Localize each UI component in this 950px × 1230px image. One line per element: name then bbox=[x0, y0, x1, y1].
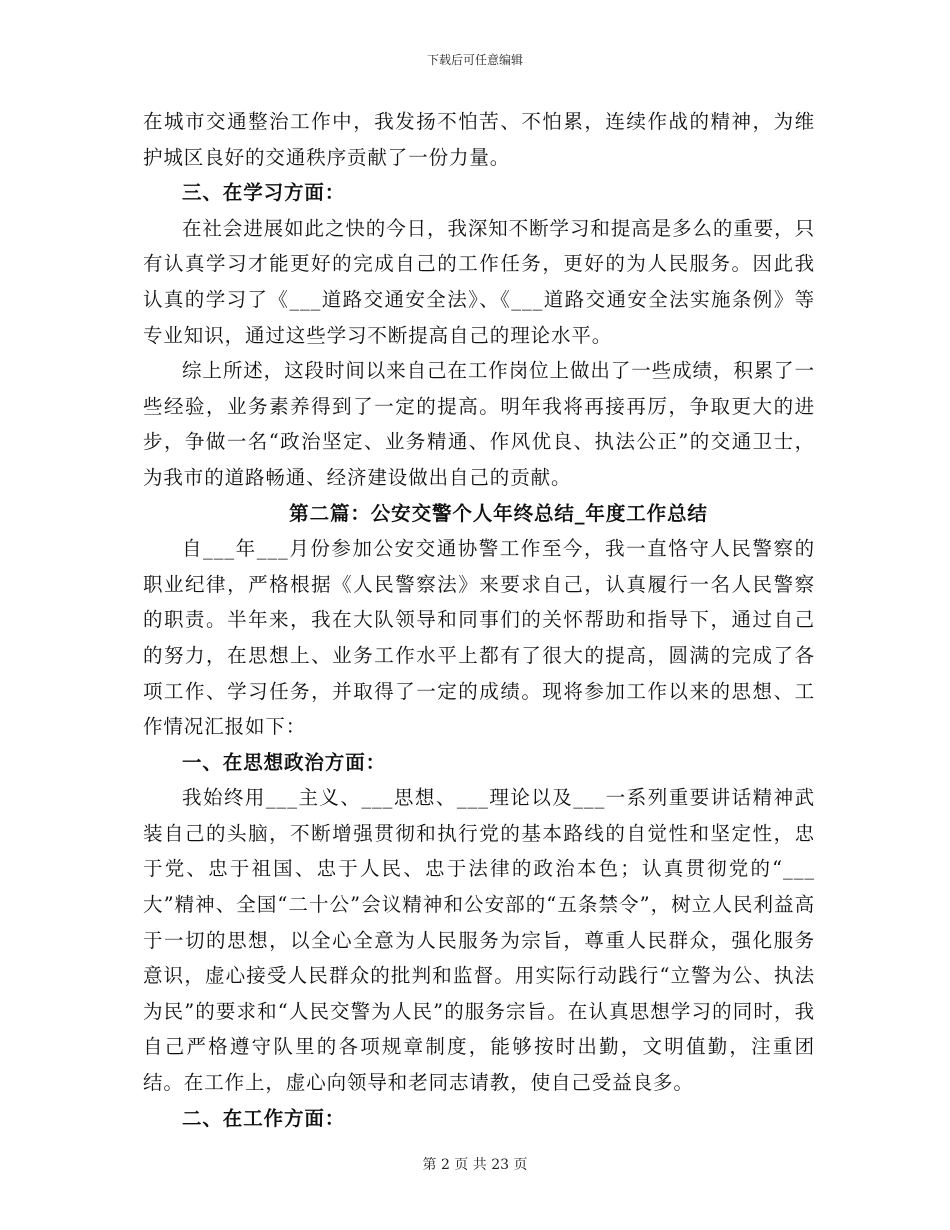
paragraph-summary: 综上所述，这段时间以来自己在工作岗位上做出了一些成绩，积累了一些经验，业务素养得到了一定的提高。明年我将再接再厉，争取更大的进步，争做一名“政治坚定、业务精通、作风优良、执法公正”的交通卫士，为我市的道路畅通、经济建设做出自己的贡献。 bbox=[143, 359, 815, 489]
article-title-part-two: 第二篇：公安交警个人年终总结_年度工作总结 bbox=[289, 501, 708, 525]
section-heading-study: 三、在学习方面： bbox=[182, 181, 346, 205]
paragraph-traffic-rectification: 在城市交通整治工作中，我发扬不怕苦、不怕累，连续作战的精神，为维护城区良好的交通秩序贡献了一份力量。 bbox=[143, 110, 815, 169]
paragraph-study: 在社会进展如此之快的今日，我深知不断学习和提高是多么的重要，只有认真学习才能更好的完成自己的工作任务，更好的为人民服务。因此我认真的学习了《___道路交通安全法》、《___道路交通安全法实施条例》等专业知识，通过这些学习不断提高自己的理论水平。 bbox=[143, 216, 815, 347]
page-number: 第 2 页 共 23 页 bbox=[422, 1157, 528, 1173]
section-heading-work: 二、在工作方面： bbox=[182, 1106, 346, 1130]
paragraph-politics: 我始终用___主义、___思想、___理论以及___一系列重要讲话精神武装自己的头脑，不断增强贯彻和执行党的基本路线的自觉性和坚定性，忠于党、忠于祖国、忠于人民、忠于法律的政治本色；认真贯彻党的“___大”精神、全国“二十公”会议精神和公安部的“五条禁令”，树立人民利益高于一切的思想，以全心全意为人民服务为宗旨，尊重人民群众，强化服务意识，虚心接受人民群众的批判和监督。用实际行动践行“立警为公、执法为民”的要求和“人民交警为人民”的服务宗旨。在认真思想学习的同时，我自己严格遵守队里的各项规章制度，能够按时出勤，文明值勤，注重团结。在工作上，虚心向领导和老同志请教，使自己受益良多。 bbox=[143, 786, 815, 1095]
section-heading-politics: 一、在思想政治方面： bbox=[182, 750, 387, 774]
document-body bbox=[143, 104, 815, 1136]
page-header-note: 下载后可任意编辑 bbox=[426, 53, 523, 67]
paragraph-introduction: 自___年___月份参加公安交通协警工作至今，我一直恪守人民警察的职业纪律，严格根据《人民警察法》来要求自己，认真履行一名人民警察的职责。半年来，我在大队领导和同事们的关怀帮助和指导下，通过自己的努力，在思想上、业务工作水平上都有了很大的提高，圆满的完成了各项工作、学习任务，并取得了一定的成绩。现将参加工作以来的思想、工作情况汇报如下： bbox=[143, 537, 815, 739]
